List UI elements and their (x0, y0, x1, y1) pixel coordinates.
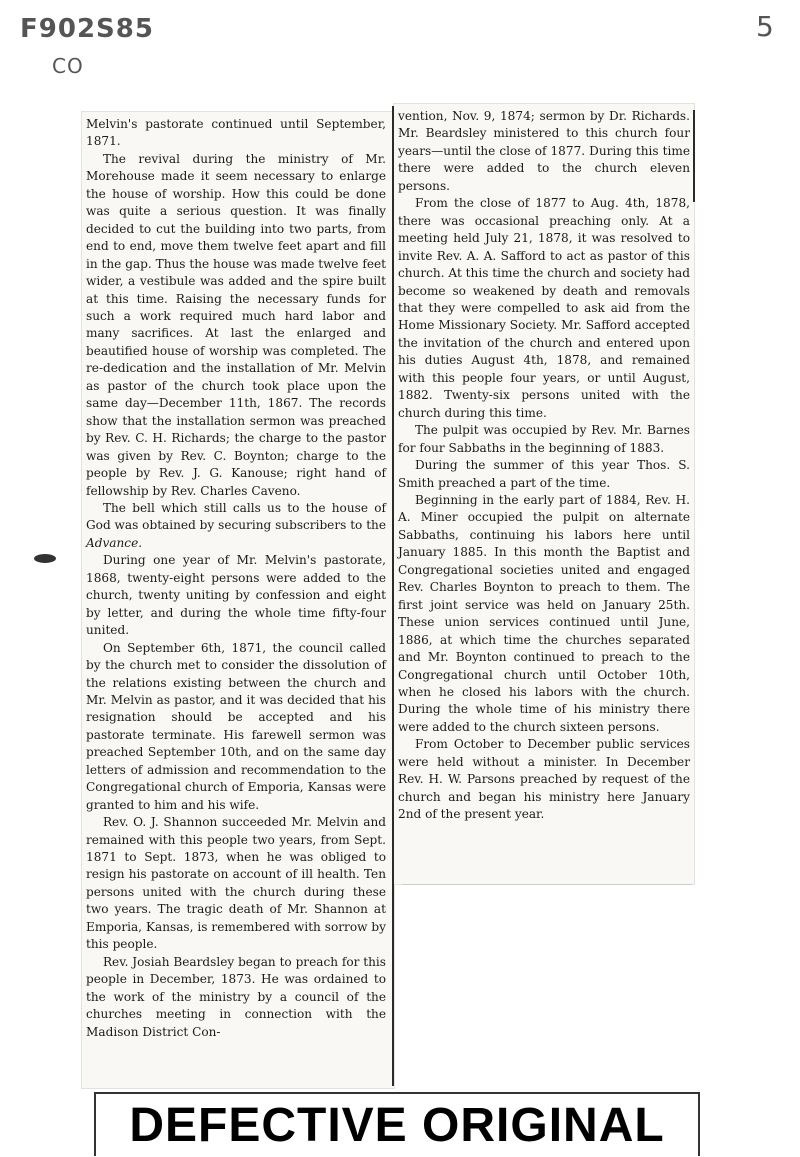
page-number-handwriting: 5 (756, 10, 775, 43)
article-paragraph (86, 151, 386, 500)
paragraph-text: The bell which still calls us to the house of God was obtained by securing subscribers to the (86, 500, 386, 533)
article-paragraph (398, 457, 690, 492)
paragraph-text: During the summer of this year Thos. S. Smith preached a part of the time. (398, 458, 690, 490)
article-column-right (398, 108, 690, 878)
article-paragraph (86, 814, 386, 954)
paragraph-text: The revival during the ministry of Mr. Morehouse made it seem necessary to enlarge the house of worship. How this could be done was quite a serious question. It was finally decided to cut the building into two parts, from end to end, move them twelve feet apart and fill in the gap. Thus the house was made twelve feet wider, a vestibule was added and the spire built at this time. Raising the necessary funds for such a work required much hard labor and many sacrifices. At last the enlarged and beautified house of worship was completed. The re-dedication and the installation of Mr. Melvin as pastor of the church took place upon the same day—December 11th, 1867. The records show that the installation sermon was preached by Rev. C. H. Richards; the charge to the pastor was given by Rev. C. Boynton; charge to the people by Rev. J. G. Kanouse; right hand of fellowship by Rev. Charles Caveno. (86, 151, 386, 498)
article-paragraph (398, 195, 690, 422)
clipping-edge-rule (693, 110, 695, 202)
paragraph-text: On September 6th, 1871, the council called by the church met to consider the dissolution of the relations existing between the church and Mr. Melvin as pastor, and it was decided that his resignation should be accepted and his pastorate terminate. His farewell sermon was preached September 10th, and on the same day letters of admission and recommendation to the Congregational church of Emporia, Kansas were granted to him and his wife. (86, 640, 386, 812)
paragraph-italic-text: Advance. (86, 535, 143, 550)
paragraph-text: Beginning in the early part of 1884, Rev. H. A. Miner occupied the pulpit on alternate Sabbaths, continuing his labors here until January 1885. In this month the Baptist and Congregational societies united and engaged Rev. Charles Boynton to preach to them. The first joint service was held on January 25th. These union services continued until June, 1886, at which time the churches separated and Mr. Boynton continued to preach to the Congregational church until October 10th, when he closed his labors with the church. During the whole time of his ministry there were added to the church sixteen persons. (398, 492, 690, 734)
article-paragraph (398, 492, 690, 736)
defective-original-banner: DEFECTIVE ORIGINAL (94, 1092, 700, 1156)
article-paragraph (398, 108, 690, 195)
archive-code-handwriting: F902S85 (20, 14, 154, 44)
margin-marker (34, 554, 56, 563)
paragraph-text: From the close of 1877 to Aug. 4th, 1878, there was occasional preaching only. At a meeting held July 21, 1878, it was resolved to invite Rev. A. A. Safford to act as pastor of this church. At this time the church and society had become so weakened by death and removals that they were compelled to ask aid from the Home Missionary Society. Mr. Safford accepted the invitation of the church and entered upon his duties August 4th, 1878, and remained with this people four years, or until August, 1882. Twenty-six persons united with the church during this time. (398, 196, 690, 420)
paragraph-text: From October to December public services were held without a minister. In December Rev. H. W. Parsons preached by request of the church and began his ministry here January 2nd of the present year. (398, 737, 690, 822)
article-paragraph (86, 500, 386, 552)
paragraph-text: Melvin's pastorate continued until September, 1871. (86, 117, 386, 149)
article-paragraph (86, 116, 386, 151)
article-paragraph (86, 552, 386, 639)
clipping-bottom-edge (402, 884, 692, 885)
article-paragraph (398, 422, 690, 457)
paragraph-text: Rev. Josiah Beardsley began to preach for this people in December, 1873. He was ordained to the work of the ministry by a council of the churches meeting in connection with the Madison District Con- (86, 954, 386, 1039)
paragraph-text: The pulpit was occupied by Rev. Mr. Barnes for four Sabbaths in the beginning of 1883. (398, 423, 690, 455)
article-paragraph (86, 954, 386, 1041)
article-paragraph (398, 736, 690, 823)
column-divider (392, 106, 394, 1086)
paragraph-text: Rev. O. J. Shannon succeeded Mr. Melvin and remained with this people two years, from Sept. 1871 to Sept. 1873, when he was obliged to resign his pastorate on account of ill health. Ten persons united with the church during these two years. The tragic death of Mr. Shannon at Emporia, Kansas, is remembered with sorrow by this people. (86, 815, 386, 952)
sub-code-handwriting: CO (52, 54, 84, 78)
paragraph-text: vention, Nov. 9, 1874; sermon by Dr. Richards. Mr. Beardsley ministered to this church four years—until the close of 1877. During this time there were added to the church eleven persons. (398, 109, 690, 193)
article-paragraph (86, 640, 386, 815)
article-column-left (86, 116, 386, 1086)
paragraph-text: During one year of Mr. Melvin's pastorate, 1868, twenty-eight persons were added to the church, twenty uniting by confession and eight by letter, and during the whole time fifty-four united. (86, 553, 386, 638)
